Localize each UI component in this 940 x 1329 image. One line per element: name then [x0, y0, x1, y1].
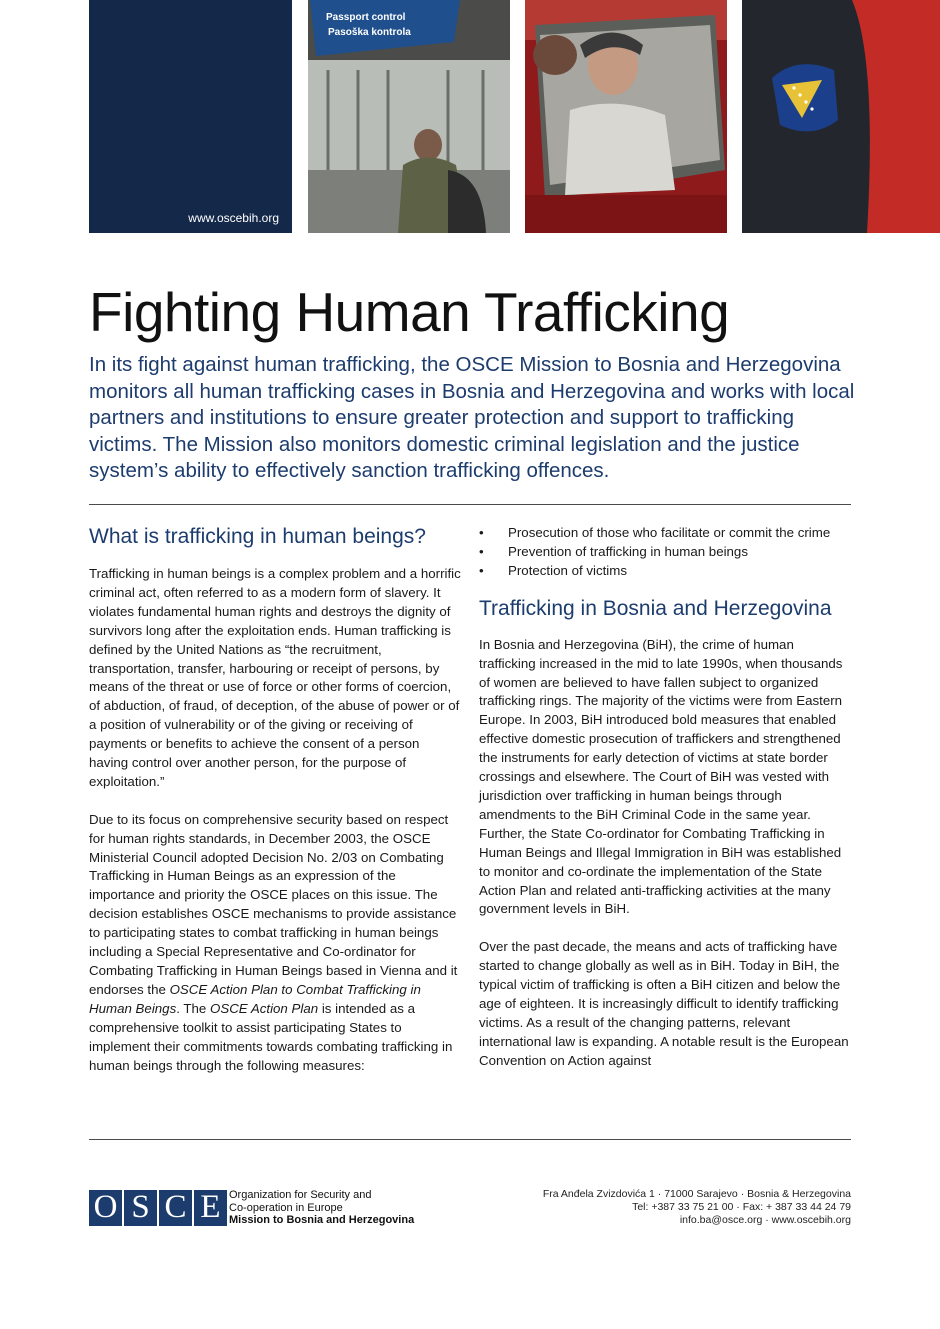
- measures-list: [479, 524, 851, 581]
- list-item-text: Prosecution of those who facilitate or commit the crime: [508, 525, 831, 540]
- photo-passport-control: [308, 0, 510, 233]
- org-line-1: Organization for Security and: [229, 1189, 372, 1201]
- action-plan-short: OSCE Action Plan: [209, 1000, 319, 1016]
- navy-panel: [89, 0, 292, 233]
- list-item: [479, 543, 851, 562]
- section-heading-bih: Trafficking in Bosnia and Herzegovina: [479, 596, 832, 620]
- organization-name: [229, 1189, 414, 1227]
- page-title: Fighting Human Trafficking: [89, 281, 730, 343]
- address-line: Fra Anđela Zvizdovića 1 · 71000 Sarajevo · Bosnia & Herzegovina: [542, 1188, 851, 1200]
- list-item-text: Protection of victims: [508, 562, 627, 578]
- lead-paragraph: In its fight against human trafficking, the OSCE Mission to Bosnia and Herzegovina monitors all human trafficking cases in Bosnia and Herzegovina and works with local partners and institutions to ensure greater protection and support to trafficking victims. The Mission also monitors domestic criminal legislation and the justice system’s ability to effectively sanction trafficking offences.: [89, 353, 855, 482]
- paragraph-osce-decision-part1: Due to its focus on comprehensive security based on respect for human rights standards, in December 2003, the OSCE Ministerial Council adopted Decision No. 2/03 on Combating Trafficking in Human Beings as an expression of the importance and priority the OSCE places on this issue. The decision establishes OSCE mechanisms to provide assistance to participating states to combat trafficking in human beings including a Special Representative and Co-ordinator for Combating Trafficking in Human Beings based in Vienna and it endorses the: [89, 811, 458, 997]
- logo-letter: E: [194, 1190, 227, 1226]
- phone-fax-line: Tel: +387 33 75 21 00 · Fax: + 387 33 44 24 79: [632, 1201, 851, 1213]
- list-item: [479, 562, 851, 581]
- paragraph-osce-decision-part2: . The: [176, 1000, 210, 1016]
- contact-address: [543, 1188, 851, 1227]
- logo-letter: O: [89, 1190, 122, 1226]
- photo-police-sleeve: [742, 0, 940, 233]
- osce-logo: [89, 1190, 229, 1226]
- paragraph-osce-decision: [89, 811, 461, 1076]
- bullet-icon: •: [479, 543, 484, 559]
- header-banner: [89, 0, 940, 233]
- email-web-line[interactable]: info.ba@osce.org · www.oscebih.org: [679, 1214, 851, 1226]
- paragraph-osce-decision-part3: is intended as a comprehensive toolkit to assist participating States to implement their commitments towards combating trafficking in human beings through the following measures:: [89, 1000, 453, 1073]
- sign-text-1: Passport control: [326, 12, 406, 23]
- section-heading-what-is: What is trafficking in human beings?: [89, 525, 426, 548]
- action-plan-title: OSCE Action Plan to Combat Trafficking in Human Beings: [89, 981, 421, 1016]
- right-column: [479, 524, 851, 1071]
- org-line-3: Mission to Bosnia and Herzegovina: [229, 1214, 415, 1227]
- list-item: [479, 524, 851, 543]
- logo-letter: C: [159, 1190, 192, 1226]
- photo-car-driver: [525, 0, 727, 233]
- list-item-text: Prevention of trafficking in human beings: [508, 543, 748, 559]
- website-link[interactable]: www.oscebih.org: [188, 211, 279, 225]
- org-line-2: Co-operation in Europe: [229, 1201, 343, 1214]
- bullet-icon: •: [479, 525, 484, 540]
- divider-bottom: [89, 1139, 851, 1140]
- paragraph-past-decade: Over the past decade, the means and acts of trafficking have started to change globally as well as in BiH. Today in BiH, the typical victim of trafficking is often a BiH citizen and below the age of eighteen. It is increasingly difficult to identify trafficking victims. As a result of the changing patterns, relevant international law is expanding. A notable result is the European Convention on Action against: [479, 939, 849, 1068]
- bullet-icon: •: [479, 562, 484, 578]
- divider-top: [89, 504, 851, 505]
- left-column: [89, 520, 461, 1075]
- logo-letter: S: [124, 1190, 157, 1226]
- paragraph-bih-history: In Bosnia and Herzegovina (BiH), the crime of human trafficking increased in the mid to late 1990s, when thousands of women are believed to have fallen subject to organized trafficking rings. The majority of the victims were from Eastern Europe. In 2003, BiH introduced bold measures that enabled effective domestic prosecution of traffickers and strengthened the instruments for early detection of victims at state border crossings and elsewhere. The Court of BiH was vested with jurisdiction over trafficking in human beings through amendments to the BiH Criminal Code in the same year. Further, the State Co-ordinator for Combating Trafficking in Human Beings and Illegal Immigration in BiH was established to monitor and co-ordinate the implementation of the State Action Plan and related anti-trafficking activities at the many government levels in BiH.: [479, 636, 843, 917]
- sign-text-2: Pasoška kontrola: [328, 27, 411, 38]
- paragraph-definition: Trafficking in human beings is a complex problem and a horrific criminal act, often referred to as a modern form of slavery. It violates fundamental human rights and destroys the dignity of survivors long after the exploitation ends. Human trafficking is defined by the United Nations as “the recruitment, transportation, transfer, harbouring or receipt of persons, by means of the threat or use of force or other forms of coercion, of abduction, of fraud, of deception, of the abuse of power or of a position of vulnerability or of the giving or receiving of payments or benefits to achieve the consent of a person having control over another person, for the purpose of exploitation.”: [89, 566, 461, 789]
